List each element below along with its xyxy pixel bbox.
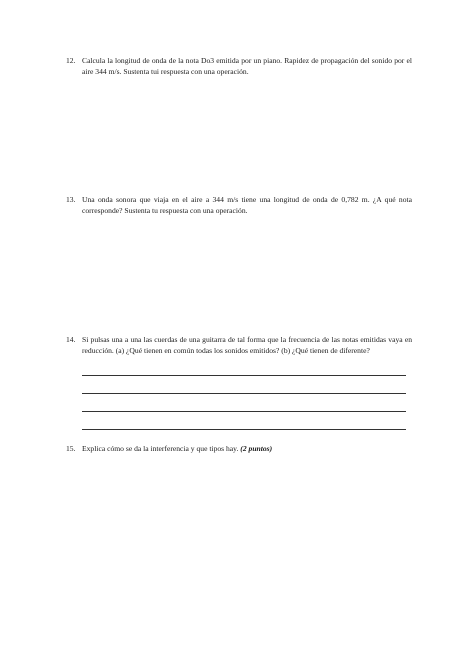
question-body: Explica cómo se da la interferencia y que tipos hay. [82,444,239,453]
question-number: 13. [66,195,76,204]
question-13 [66,194,412,216]
question-number: 12. [66,56,76,65]
answer-line[interactable] [82,393,406,394]
question-15 [66,443,412,454]
answer-line[interactable] [82,375,406,376]
question-number: 14. [66,335,76,344]
question-text: Calcula la longitud de onda de la nota Do3 emitida por un piano. Rapidez de propagación del sonido por el aire 344 m/s. Sustenta tui respuesta con una operación. [82,56,412,76]
question-number: 15. [66,444,76,453]
answer-line[interactable] [82,411,406,412]
answer-line[interactable] [82,429,406,430]
question-text: Una onda sonora que viaja en el aire a 344 m/s tiene una longitud de onda de 0,782 m. ¿A qué nota corresponde? Sustenta tu respuesta con una operación. [82,195,412,215]
points-label: (2 puntos) [240,444,273,453]
question-14 [66,334,412,356]
question-12 [66,55,412,77]
question-text: Si pulsas una a una las cuerdas de una guitarra de tal forma que la frecuencia de las notas emitidas vaya en reducción. (a) ¿Qué tienen en común todas los sonidos emitidos? (b) ¿Qué tienen de diferente? [82,335,412,355]
question-text [82,443,412,454]
